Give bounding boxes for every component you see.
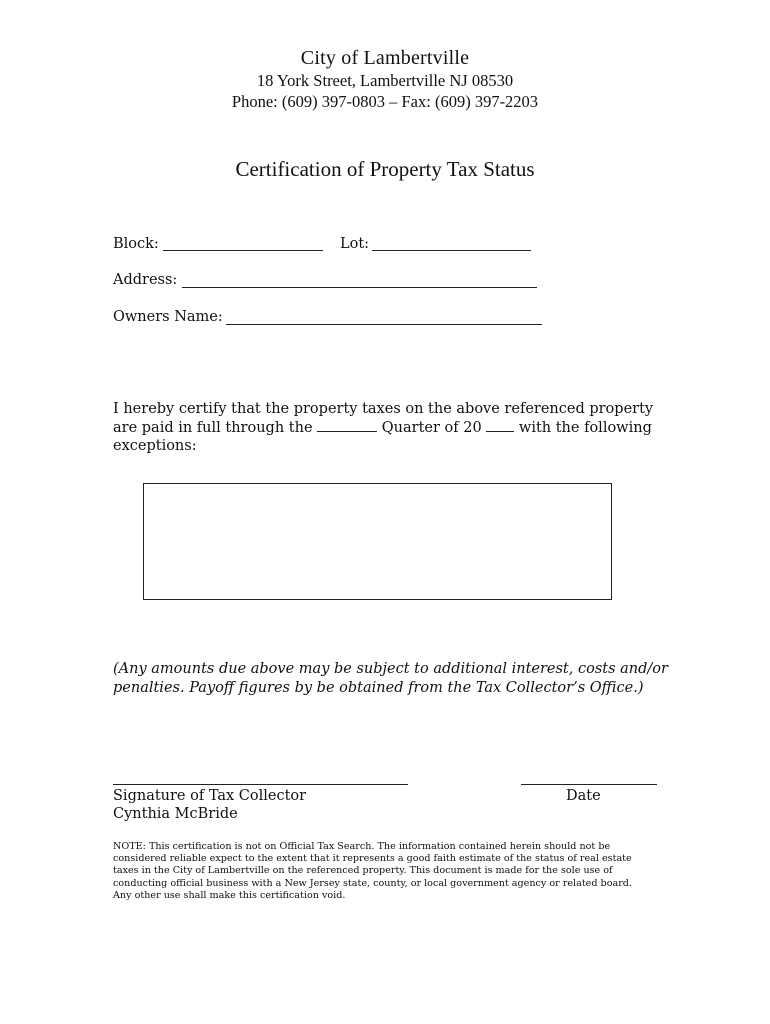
certification-line-2c: with the following xyxy=(518,420,652,436)
block-label: Block: xyxy=(113,236,159,252)
owners-name-field-line[interactable] xyxy=(226,324,542,325)
certification-line-3: exceptions: xyxy=(113,438,197,454)
city-name: City of Lambertville xyxy=(300,47,470,69)
exceptions-box[interactable] xyxy=(143,483,612,600)
signature-line[interactable] xyxy=(113,784,408,785)
lot-field-line[interactable] xyxy=(372,250,531,251)
certification-line-2 xyxy=(113,419,652,438)
block-field-line[interactable] xyxy=(163,250,323,251)
city-phone-fax: Phone: (609) 397-0803 – Fax: (609) 397-2203 xyxy=(231,92,539,111)
signature-label: Signature of Tax Collector xyxy=(113,788,307,804)
certification-line-2b: Quarter of 20 xyxy=(381,420,482,436)
date-label: Date xyxy=(566,788,601,804)
owners-name-label: Owners Name: xyxy=(113,309,223,325)
note-text: NOTE: This certification is not on Official Tax Search. The information contained herein should not be considered reliable expect to the extent that it represents a good faith estimate of the status of real estate taxes in the City of Lambertville on the referenced property. This document is made for the sole use of conducting official business with a New Jersey state, county, or local government agency or related board. Any other use shall make this certification void. xyxy=(113,841,632,901)
certification-line-2a: are paid in full through the xyxy=(113,420,313,436)
year-blank[interactable] xyxy=(486,419,514,432)
date-line[interactable] xyxy=(521,784,657,785)
city-address: 18 York Street, Lambertville NJ 08530 xyxy=(256,71,514,90)
certification-line-1: I hereby certify that the property taxes on the above referenced property xyxy=(113,401,654,417)
page-title: Certification of Property Tax Status xyxy=(235,157,535,181)
tax-collector-name: Cynthia McBride xyxy=(113,806,238,822)
address-label: Address: xyxy=(113,272,178,288)
lot-label: Lot: xyxy=(340,236,370,252)
quarter-blank[interactable] xyxy=(317,419,377,432)
address-field-line[interactable] xyxy=(182,287,537,288)
disclaimer-text: (Any amounts due above may be subject to additional interest, costs and/or penalties. Payoff figures by be obtained from the Tax Collector’s Office.) xyxy=(113,661,668,696)
